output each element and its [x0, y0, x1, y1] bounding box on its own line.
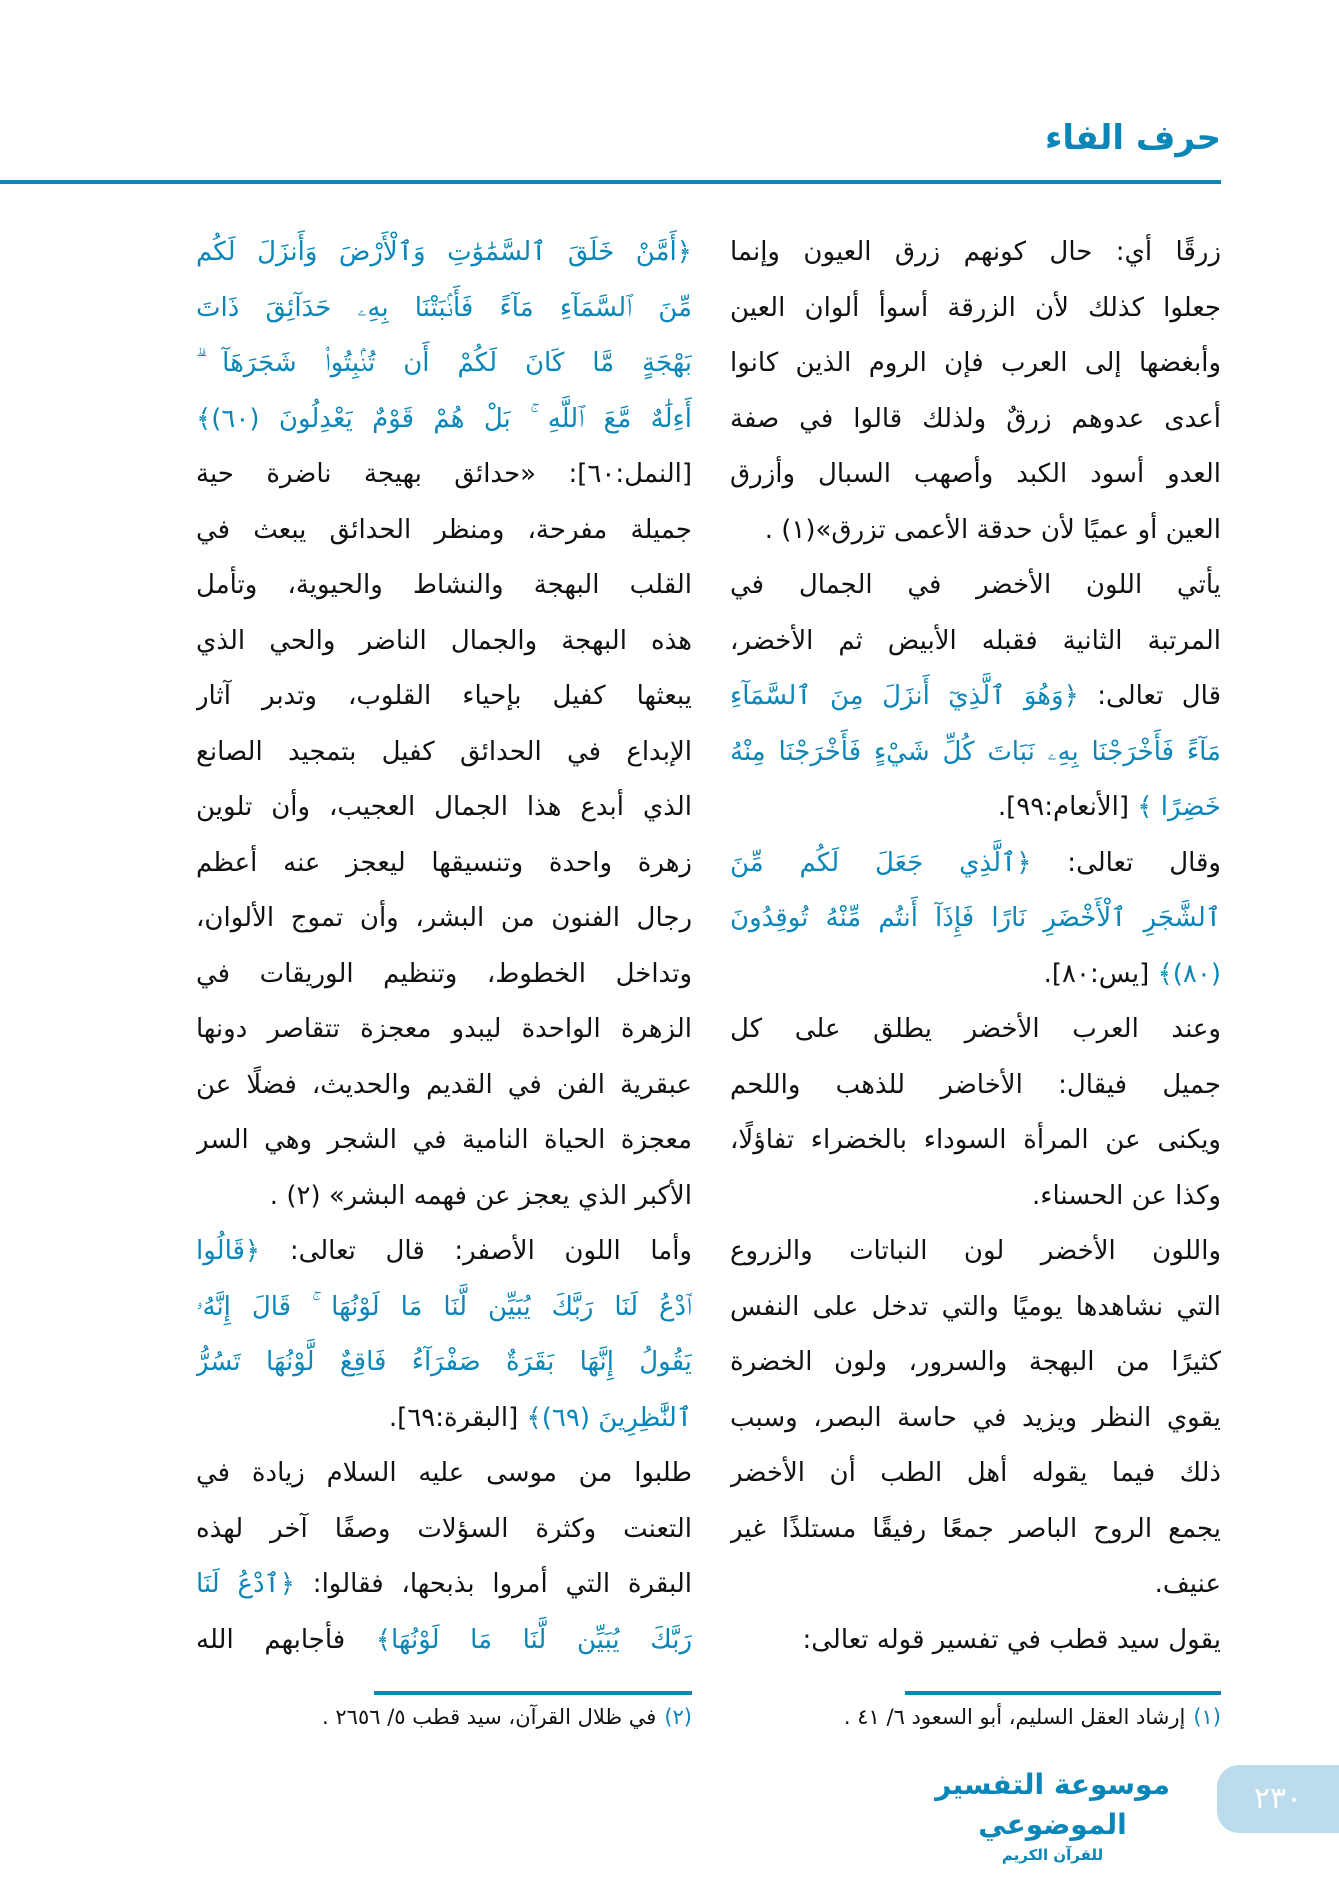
body-text: التعنت وكثرة السؤلات وصفًا آخر لهذه [196, 1513, 692, 1544]
body-text: أعدى عدوهم زرقٌ ولذلك قالوا في صفة [730, 403, 1221, 434]
text-line [730, 836, 1221, 892]
body-text: القلب البهجة والنشاط والحيوية، وتأمل [196, 570, 692, 600]
text-line [730, 1224, 1221, 1280]
text-line [730, 1557, 1221, 1613]
quran-verse-text: ٱلشَّجَرِ ٱلْأَخْضَرِ نَارًا فَإِذَآ أَنتُم مِّنْهُ تُوقِدُونَ [730, 903, 1221, 933]
text-line [196, 558, 692, 614]
body-text: يأتي اللون الأخضر في الجمال في [730, 570, 1221, 600]
text-line [730, 1002, 1221, 1058]
text-line [196, 669, 692, 725]
text-line [196, 780, 692, 836]
footnote-divider-left [374, 1691, 692, 1695]
text-line [196, 1280, 692, 1336]
quran-verse-text: ﴿ٱلَّذِي جَعَلَ لَكُم مِّنَ [730, 847, 1032, 878]
body-text: الأكبر الذي يعجز عن فهمه البشر» (٢) . [269, 1180, 692, 1211]
text-line [196, 1557, 692, 1613]
text-line [730, 1113, 1221, 1169]
text-line [196, 281, 692, 337]
body-text: قال تعالى: [1078, 681, 1221, 711]
quran-verse-text: رَبَّكَ يُبَيِّن لَّنَا مَا لَوْنُهَا﴾ [345, 1624, 692, 1655]
text-line [730, 225, 1221, 281]
quran-verse-text: ﴿قَالُوا [196, 1236, 261, 1266]
body-text: كثيرًا من البهجة والسرور، ولون الخضرة [730, 1347, 1221, 1377]
quran-verse-text: ﴿أَمَّنْ خَلَقَ ٱلسَّمَٰوَٰتِ وَٱلْأَرْضَ وَأَنزَلَ لَكُم [196, 237, 692, 267]
text-line [730, 1613, 1221, 1669]
text-line [196, 1613, 692, 1669]
footnote-1 [844, 1705, 1221, 1729]
logo-subtitle: للقرآن الكريم [1001, 1846, 1104, 1864]
quran-verse-text: ﴿وَهُوَ ٱلَّذِيٓ أَنزَلَ مِنَ ٱلسَّمَآءِ [730, 681, 1079, 711]
body-text: رجال الفنون من البشر، وأن تموج الألوان، [196, 903, 692, 933]
text-line [730, 1169, 1221, 1225]
text-line [730, 447, 1221, 503]
body-text: الذي أبدع هذا الجمال العجيب، وأن تلوين [196, 792, 692, 822]
body-text: العدو أسود الكبد وأصهب السبال وأزرق [730, 459, 1221, 489]
text-line [196, 836, 692, 892]
text-line [730, 1502, 1221, 1558]
body-text: وأبغضها إلى العرب فإن الروم الذين كانوا [730, 348, 1221, 378]
quran-verse-text: مِّنَ ٱلسَّمَآءِ مَآءً فَأَنۢبَتْنَا بِهِۦ حَدَآئِقَ ذَاتَ [196, 292, 692, 323]
body-text: ذلك فيما يقوله أهل الطب أن الأخضر [730, 1458, 1221, 1488]
text-line [196, 614, 692, 670]
body-text: العين أو عميًا لأن حدقة الأعمى تزرق»(١) . [764, 514, 1221, 545]
text-line [730, 1280, 1221, 1336]
body-text: المرتبة الثانية فقبله الأبيض ثم الأخضر، [730, 625, 1221, 656]
encyclopedia-logo [931, 1765, 1174, 1865]
body-text: عبقرية الفن في القديم والحديث، فضلًا عن [196, 1069, 692, 1100]
body-text: وقال تعالى: [1031, 847, 1221, 878]
text-line [730, 1335, 1221, 1391]
body-text: وعند العرب الأخضر يطلق على كل [730, 1014, 1221, 1044]
header-divider [0, 180, 1221, 184]
quran-verse-text: يَقُولُ إِنَّهَا بَقَرَةٌ صَفْرَآءُ فَاقِعٌ لَّوْنُهَا تَسُرُّ [196, 1347, 692, 1377]
quran-verse-text: ٱدْعُ لَنَا رَبَّكَ يُبَيِّن لَّنَا مَا لَوْنُهَا ۚ قَالَ إِنَّهُۥ [196, 1291, 692, 1322]
text-line [730, 614, 1221, 670]
body-text: زرقًا أي: حال كونهم زرق العيون وإنما [730, 237, 1221, 267]
text-line [196, 725, 692, 781]
text-line [730, 503, 1221, 559]
body-text: طلبوا من موسى عليه السلام زيادة في [196, 1458, 692, 1488]
text-line [730, 336, 1221, 392]
body-text: وكذا عن الحسناء. [1031, 1180, 1221, 1211]
text-line [196, 392, 692, 448]
body-text: الإبداع في الحدائق كفيل بتمجيد الصانع [196, 736, 692, 767]
text-line [196, 1335, 692, 1391]
text-line [196, 1113, 692, 1169]
text-line [196, 1446, 692, 1502]
body-text: التي نشاهدها يوميًا والتي تدخل على النفس [730, 1291, 1221, 1322]
body-text: عنيف. [1154, 1569, 1221, 1599]
body-text: معجزة الحياة النامية في الشجر وهي السر [196, 1125, 692, 1155]
quran-verse-text: بَهْجَةٍ مَّا كَانَ لَكُمْ أَن تُنۢبِتُوا۟ شَجَرَهَآ ۗ [196, 348, 692, 378]
body-text: واللون الأخضر لون النباتات والزروع [730, 1236, 1221, 1266]
body-text: يقوي النظر ويزيد في حاسة البصر، وسبب [730, 1402, 1221, 1433]
text-line [196, 336, 692, 392]
body-text: يقول سيد قطب في تفسير قوله تعالى: [802, 1624, 1221, 1655]
text-line [196, 225, 692, 281]
text-line [196, 947, 692, 1003]
text-line [730, 669, 1221, 725]
body-text: زهرة واحدة وتنسيقها ليعجز عنه أعظم [196, 847, 692, 878]
body-text: جميل فيقال: الأخاضر للذهب واللحم [730, 1069, 1221, 1100]
text-line [196, 503, 692, 559]
body-text: وتداخل الخطوط، وتنظيم الوريقات في [196, 958, 692, 989]
footnote-number: (٢) [664, 1705, 692, 1729]
text-line [730, 947, 1221, 1003]
quran-verse-text: خَضِرًا ﴾ [1129, 792, 1221, 822]
quran-verse-text: ٱلنَّٰظِرِينَ (٦٩)﴾ [518, 1402, 692, 1433]
body-text: ويكنى عن المرأة السوداء بالخضراء تفاؤلًا، [730, 1125, 1221, 1155]
body-text: الزهرة الواحدة ليبدو معجزة تتقاصر دونها [196, 1014, 692, 1044]
text-line [730, 1446, 1221, 1502]
quran-verse-text: ﴿ٱدْعُ لَنَا [196, 1569, 296, 1599]
body-text: [البقرة:٦٩]. [388, 1402, 519, 1433]
body-text: يجمع الروح الباصر جمعًا رفيقًا مستلذًا غير [730, 1513, 1221, 1544]
text-line [730, 891, 1221, 947]
text-line [730, 558, 1221, 614]
logo-title: موسوعة التفسير الموضوعي [935, 1768, 1170, 1841]
text-line [196, 447, 692, 503]
text-line [730, 725, 1221, 781]
text-line [730, 1058, 1221, 1114]
text-line [730, 1391, 1221, 1447]
text-line [196, 1502, 692, 1558]
footnote-text: إرشاد العقل السليم، أبو السعود ٦/ ٤١ . [843, 1705, 1186, 1729]
body-text: البقرة التي أمروا بذبحها، فقالوا: [295, 1569, 692, 1599]
text-line [196, 1169, 692, 1225]
text-line [196, 1224, 692, 1280]
text-line [730, 392, 1221, 448]
body-text: فأجابهم الله [196, 1624, 346, 1655]
quran-verse-text: أَءِلَٰهٌ مَّعَ ٱللَّهِ ۚ بَلْ هُمْ قَوْمٌ يَعْدِلُونَ (٦٠)﴾ [196, 403, 692, 434]
text-line [730, 281, 1221, 337]
quran-verse-text: مَآءً فَأَخْرَجْنَا بِهِۦ نَبَاتَ كُلِّ شَيْءٍ فَأَخْرَجْنَا مِنْهُ [730, 736, 1221, 767]
footnote-number: (١) [1193, 1705, 1221, 1729]
text-line [196, 1002, 692, 1058]
body-text: جعلوا كذلك لأن الزرقة أسوأ ألوان العين [730, 292, 1221, 323]
footnote-text: في ظلال القرآن، سيد قطب ٥/ ٢٦٥٦ . [322, 1705, 657, 1729]
text-line [730, 780, 1221, 836]
body-text: هذه البهجة والجمال الناضر والحي الذي [196, 625, 692, 656]
footnote-2 [322, 1705, 692, 1729]
text-column-left [196, 225, 692, 1668]
body-text: [يس:٨٠]. [1043, 958, 1150, 989]
body-text: [النمل:٦٠]: «حدائق بهيجة ناضرة حية [196, 459, 692, 489]
body-text: [الأنعام:٩٩]. [997, 792, 1130, 822]
text-column-right [730, 225, 1221, 1668]
body-text: جميلة مفرحة، ومنظر الحدائق يبعث في [196, 514, 692, 545]
text-line [196, 891, 692, 947]
footnote-divider-right [905, 1691, 1221, 1695]
text-line [196, 1058, 692, 1114]
body-text: وأما اللون الأصفر: قال تعالى: [260, 1236, 692, 1266]
chapter-title: حرف الفاء [1044, 118, 1221, 158]
body-text: يبعثها كفيل بإحياء القلوب، وتدبر آثار [196, 681, 692, 711]
text-line [196, 1391, 692, 1447]
quran-verse-text: (٨٠)﴾ [1149, 958, 1221, 989]
page-number: ٢٣٠ [1217, 1765, 1339, 1833]
